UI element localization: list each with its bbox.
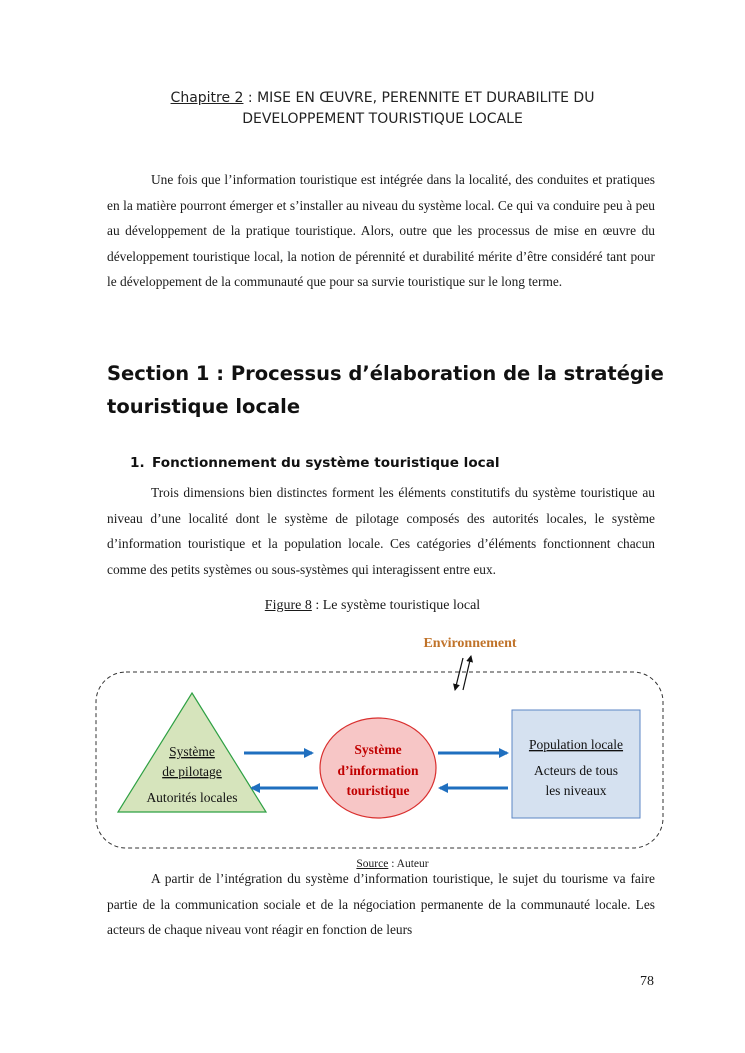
environment-arrow-in bbox=[455, 658, 463, 690]
population-line1: Population locale bbox=[528, 737, 624, 752]
pilotage-line1: Système bbox=[169, 744, 215, 759]
information-line1: Système bbox=[354, 742, 402, 757]
section-title: Section 1 : Processus d’élaboration de la stratégie touristique locale bbox=[107, 362, 664, 418]
figure-title: : Le système touristique local bbox=[311, 598, 481, 613]
figure-label: Figure 8 bbox=[264, 598, 312, 613]
page-number: 78 bbox=[640, 974, 654, 989]
subsection-title: Fonctionnement du système touristique local bbox=[152, 455, 500, 471]
subsection-paragraph: Trois dimensions bien distinctes forment les éléments constitutifs du système touristique au niveau d’une localité dont le système de pilotage composés des autorités locales, le système d’information touristique et la population locale. Ces catégories d’éléments fonctionnent chacun comme des petits systèmes ou sous-systèmes qui interagissent entre eux. bbox=[107, 485, 655, 577]
information-line2: d’information bbox=[337, 763, 419, 778]
environment-label: Environnement bbox=[423, 636, 517, 651]
chapter-title: : MISE EN ŒUVRE, PERENNITE ET DURABILITE DU DEVELOPPEMENT TOURISTIQUE LOCALE bbox=[242, 90, 595, 127]
chapter-label: Chapitre 2 bbox=[170, 90, 244, 106]
source-label: Source bbox=[356, 858, 389, 870]
population-line3: les niveaux bbox=[545, 783, 607, 798]
pilotage-line2: de pilotage bbox=[162, 764, 222, 779]
pilotage-line3: Autorités locales bbox=[146, 790, 238, 805]
closing-paragraph: A partir de l’intégration du système d’information touristique, le sujet du tourisme va faire partie de la communication sociale et de la négociation permanente de la communauté locale. Les acteurs de chaque niveau vont réagir en fonction de leurs bbox=[107, 871, 655, 937]
subsection-number: 1. bbox=[130, 455, 145, 471]
information-line3: touristique bbox=[346, 783, 410, 798]
environment-arrow-out bbox=[463, 656, 471, 690]
population-line2: Acteurs de tous bbox=[534, 763, 618, 778]
source-value: : Auteur bbox=[388, 858, 429, 870]
intro-paragraph: Une fois que l’information touristique est intégrée dans la localité, des conduites et pratiques en la matière pourront émerger et s’installer au niveau du système local. Ce qui va conduire peu à peu au développement de la pratique touristique. Alors, outre que les processus de mise en œuvre du développement touristique local, la notion de pérennité et durabilité mérite d’être considéré tant pour le développement de la communauté que pour sa survie touristique sur le long terme. bbox=[107, 172, 655, 289]
